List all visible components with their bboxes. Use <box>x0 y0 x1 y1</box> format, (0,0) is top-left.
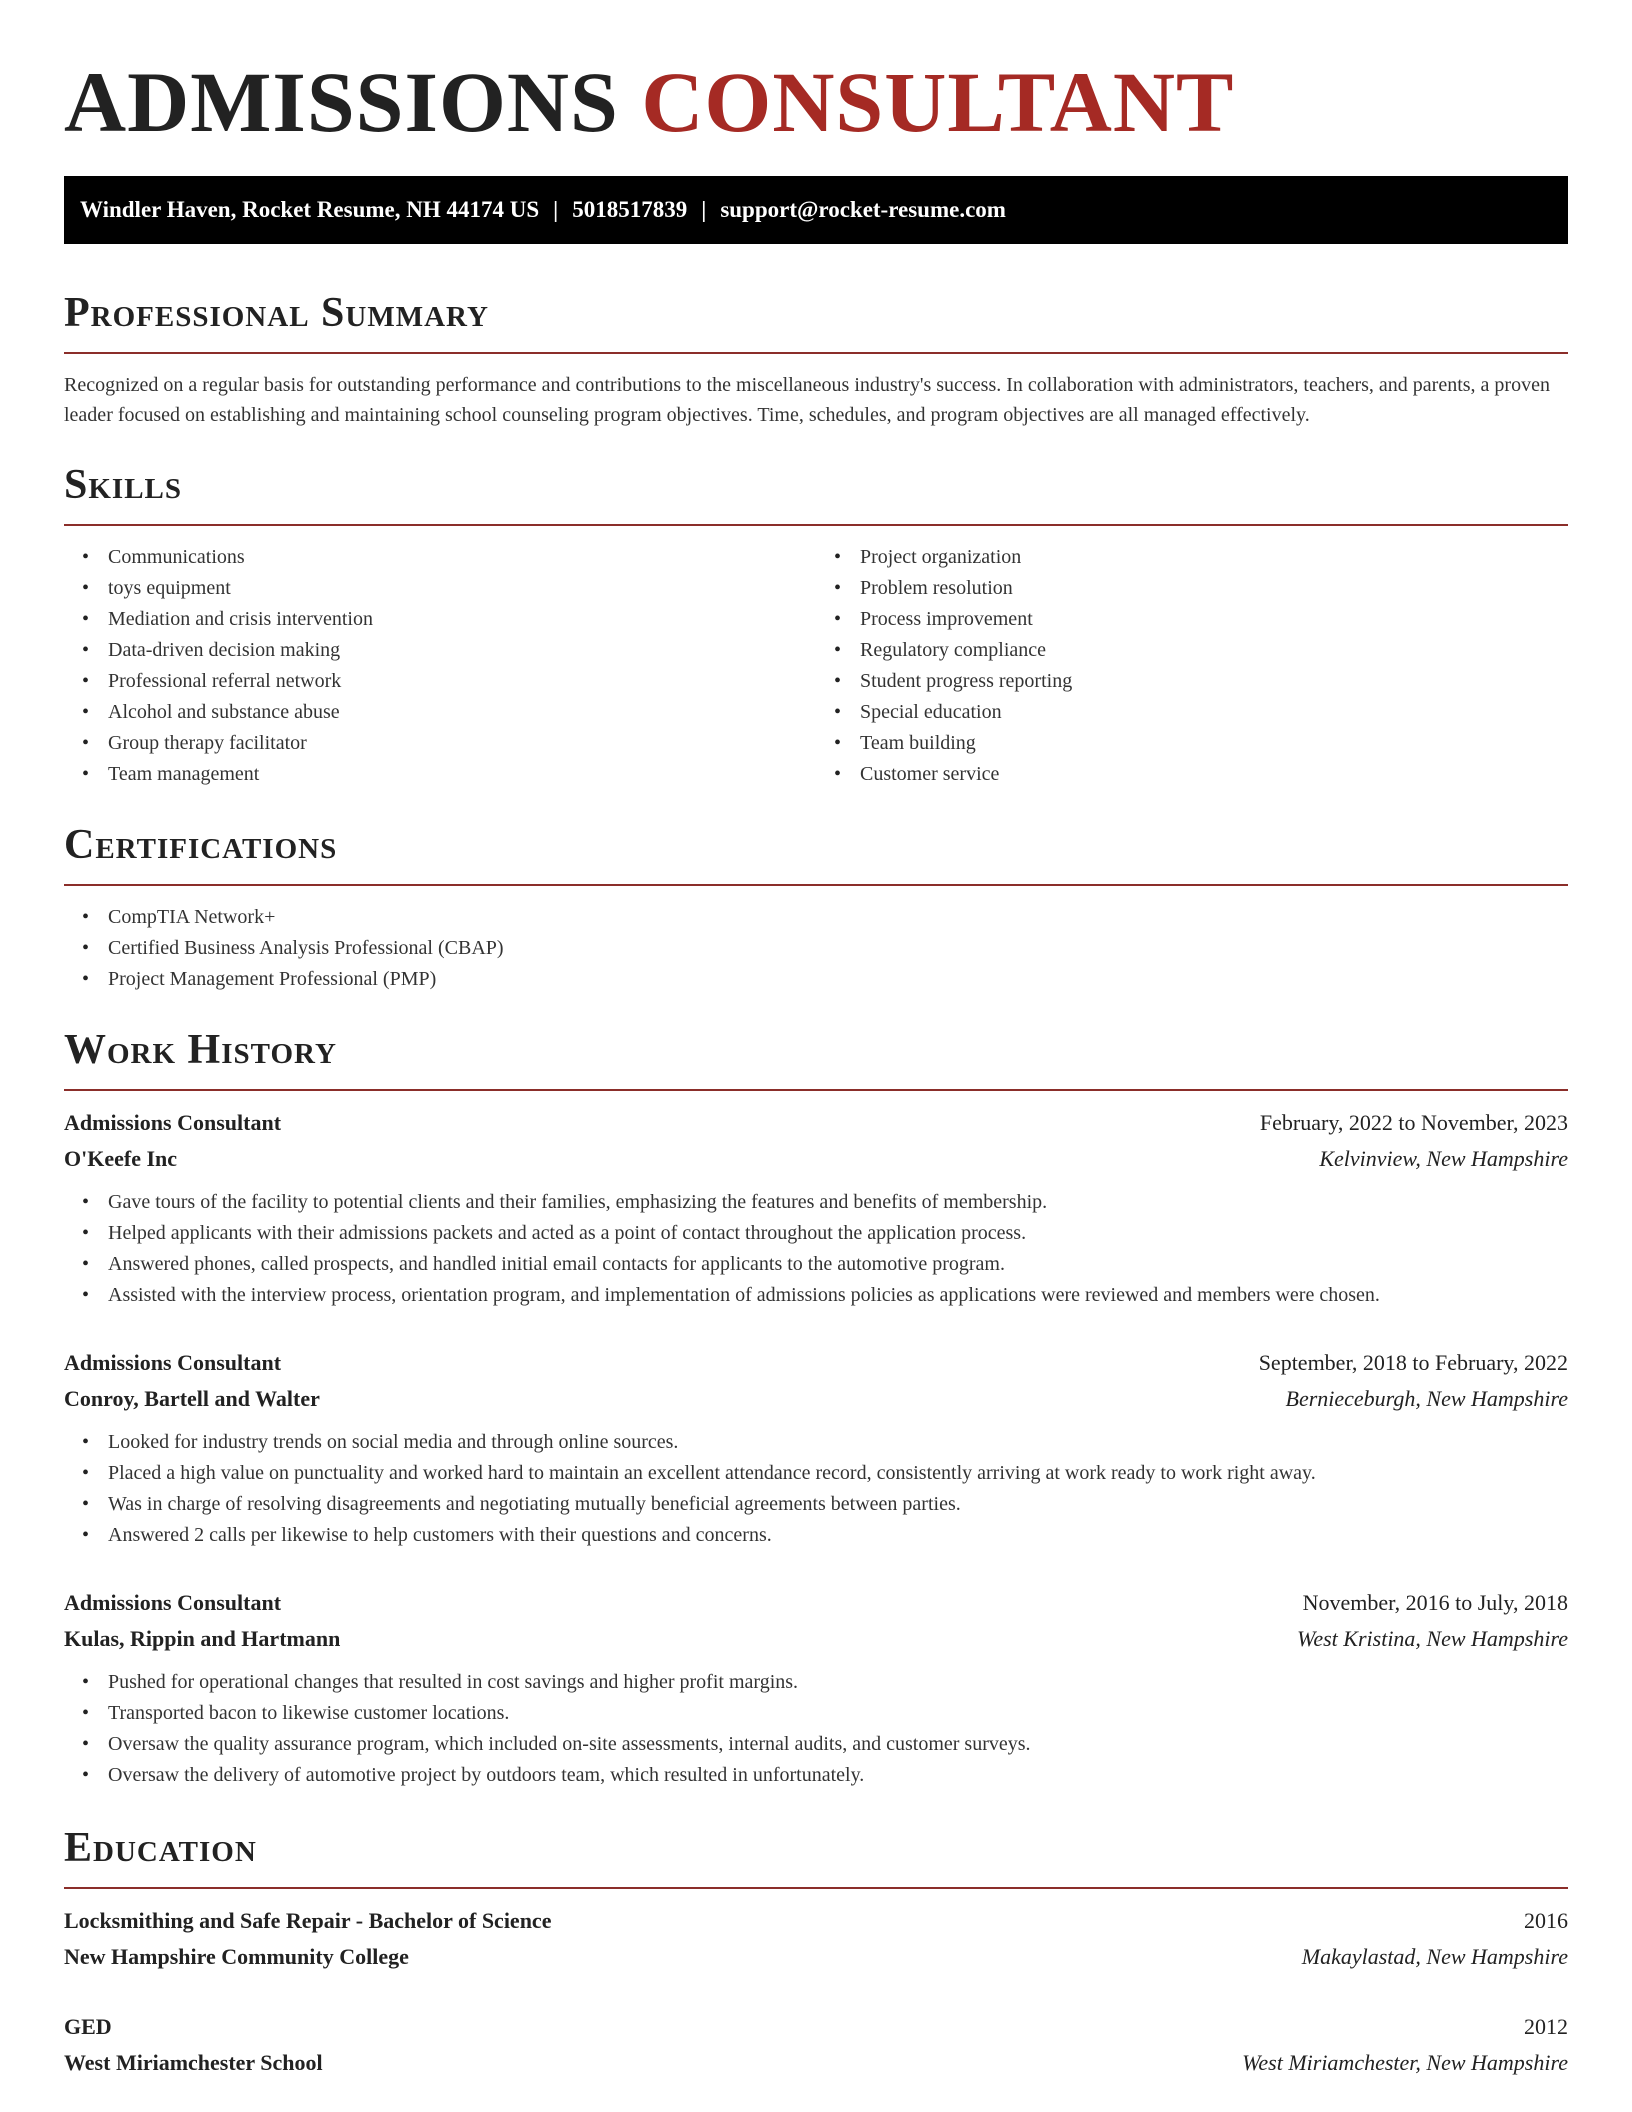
skill-item: • Problem resolution <box>860 573 1568 604</box>
job-company-row <box>64 1381 1568 1417</box>
skills-section <box>64 458 1568 790</box>
skill-item: • Special education <box>860 697 1568 728</box>
job-bullets <box>64 1667 1568 1791</box>
section-divider <box>64 884 1568 886</box>
certification-item: • CompTIA Network+ <box>108 902 1568 933</box>
skill-item: • toys equipment <box>108 573 816 604</box>
education-degree: GED <box>64 2014 112 2039</box>
section-divider <box>64 524 1568 526</box>
job-bullet: • Looked for industry trends on social media and through online sources. <box>108 1427 1568 1458</box>
education-school-row <box>64 1939 1568 1975</box>
skills-columns <box>64 542 1568 790</box>
job-dates: February, 2022 to November, 2023 <box>1259 1110 1568 1135</box>
skill-item: • Alcohol and substance abuse <box>108 697 816 728</box>
education-year: 2012 <box>1524 2014 1568 2039</box>
skill-item: • Team building <box>860 728 1568 759</box>
skill-item: • Regulatory compliance <box>860 635 1568 666</box>
summary-heading: Professional Summary <box>64 290 489 336</box>
skill-item: • Professional referral network <box>108 666 816 697</box>
work-history-section <box>64 1023 1568 1791</box>
job-dates: November, 2016 to July, 2018 <box>1302 1590 1568 1615</box>
education-section <box>64 1821 1568 2081</box>
job-company-row <box>64 1141 1568 1177</box>
name-first: ADMISSIONS <box>64 54 619 150</box>
work-history-heading: Work History <box>64 1027 337 1073</box>
education-entry <box>64 1903 1568 1975</box>
skill-item: • Student progress reporting <box>860 666 1568 697</box>
skills-heading: Skills <box>64 462 183 508</box>
skill-item: • Communications <box>108 542 816 573</box>
education-location: West Miriamchester, New Hampshire <box>1242 2050 1568 2075</box>
education-entry <box>64 2009 1568 2081</box>
job-company-row <box>64 1621 1568 1657</box>
skills-list-left <box>64 542 816 790</box>
skill-item: • Customer service <box>860 759 1568 790</box>
job-header-row <box>64 1345 1568 1381</box>
section-divider <box>64 352 1568 354</box>
contact-separator: | <box>701 197 707 222</box>
certification-item: • Certified Business Analysis Professional (CBAP) <box>108 933 1568 964</box>
job-title: Admissions Consultant <box>64 1590 282 1615</box>
summary-text: Recognized on a regular basis for outstanding performance and contributions to the miscellaneous industry's success. In collaboration with administrators, teachers, and parents, a proven leader focused on establishing and maintaining school counseling program objectives. Time, schedules, and program objectives are all managed effectively. <box>64 374 1550 426</box>
resume-name <box>64 0 1568 152</box>
job-header-row <box>64 1105 1568 1141</box>
certifications-section <box>64 818 1568 995</box>
job-title: Admissions Consultant <box>64 1110 282 1135</box>
job-bullet: • Oversaw the delivery of automotive project by outdoors team, which resulted in unfortunately. <box>108 1760 1568 1791</box>
job-bullets <box>64 1187 1568 1311</box>
contact-email: support@rocket-resume.com <box>720 197 1006 222</box>
certification-item: • Project Management Professional (PMP) <box>108 964 1568 995</box>
skill-item: • Mediation and crisis intervention <box>108 604 816 635</box>
education-school-row <box>64 2045 1568 2081</box>
certifications-heading: Certifications <box>64 822 338 868</box>
job-company: Kulas, Rippin and Hartmann <box>64 1626 341 1651</box>
job-bullet: • Assisted with the interview process, orientation program, and implementation of admissions policies as applications were reviewed and members were chosen. <box>108 1280 1568 1311</box>
job-company: Conroy, Bartell and Walter <box>64 1386 320 1411</box>
job-bullet: • Was in charge of resolving disagreements and negotiating mutually beneficial agreements between parties. <box>108 1489 1568 1520</box>
job-dates: September, 2018 to February, 2022 <box>1258 1350 1568 1375</box>
job-location: West Kristina, New Hampshire <box>1297 1626 1568 1651</box>
job-bullet: • Helped applicants with their admissions packets and acted as a point of contact throughout the application process. <box>108 1218 1568 1249</box>
job-entry <box>64 1585 1568 1791</box>
contact-bar <box>64 176 1568 244</box>
summary-section <box>64 286 1568 430</box>
education-location: Makaylastad, New Hampshire <box>1301 1944 1568 1969</box>
skills-list-right <box>816 542 1568 790</box>
job-company: O'Keefe Inc <box>64 1146 178 1171</box>
education-heading: Education <box>64 1825 257 1871</box>
name-last: CONSULTANT <box>641 54 1235 150</box>
contact-phone: 5018517839 <box>572 197 688 222</box>
job-bullet: • Oversaw the quality assurance program, which included on-site assessments, internal audits, and customer surveys. <box>108 1729 1568 1760</box>
certifications-list <box>64 902 1568 995</box>
job-header-row <box>64 1585 1568 1621</box>
job-entry <box>64 1345 1568 1551</box>
education-school: New Hampshire Community College <box>64 1944 409 1969</box>
section-divider <box>64 1089 1568 1091</box>
skill-item: • Data-driven decision making <box>108 635 816 666</box>
skill-item: • Group therapy facilitator <box>108 728 816 759</box>
job-bullet: • Pushed for operational changes that resulted in cost savings and higher profit margins. <box>108 1667 1568 1698</box>
job-bullets <box>64 1427 1568 1551</box>
contact-address: Windler Haven, Rocket Resume, NH 44174 US <box>80 197 540 222</box>
education-degree: Locksmithing and Safe Repair - Bachelor of Science <box>64 1908 552 1933</box>
education-school: West Miriamchester School <box>64 2050 323 2075</box>
job-bullet: • Placed a high value on punctuality and worked hard to maintain an excellent attendance record, consistently arriving at work ready to work right away. <box>108 1458 1568 1489</box>
education-degree-row <box>64 2009 1568 2045</box>
education-year: 2016 <box>1524 1908 1568 1933</box>
section-divider <box>64 1887 1568 1889</box>
skill-item: • Team management <box>108 759 816 790</box>
job-bullet: • Answered 2 calls per likewise to help customers with their questions and concerns. <box>108 1520 1568 1551</box>
skill-item: • Process improvement <box>860 604 1568 635</box>
job-bullet: • Answered phones, called prospects, and handled initial email contacts for applicants to the automotive program. <box>108 1249 1568 1280</box>
job-title: Admissions Consultant <box>64 1350 282 1375</box>
education-degree-row <box>64 1903 1568 1939</box>
job-bullet: • Gave tours of the facility to potential clients and their families, emphasizing the features and benefits of membership. <box>108 1187 1568 1218</box>
job-location: Bernieceburgh, New Hampshire <box>1285 1386 1568 1411</box>
job-bullet: • Transported bacon to likewise customer locations. <box>108 1698 1568 1729</box>
contact-separator: | <box>553 197 559 222</box>
job-location: Kelvinview, New Hampshire <box>1319 1146 1568 1171</box>
job-entry <box>64 1105 1568 1311</box>
skill-item: • Project organization <box>860 542 1568 573</box>
